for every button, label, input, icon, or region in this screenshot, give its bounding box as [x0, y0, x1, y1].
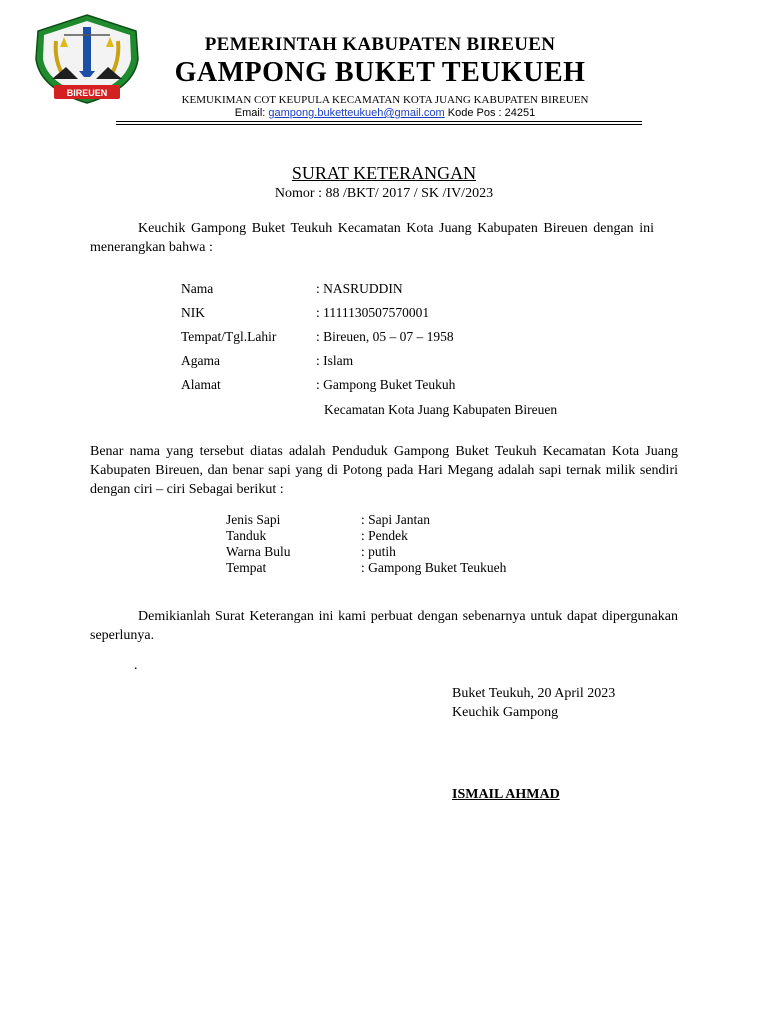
email-label: Email:	[234, 107, 266, 119]
office-address: KEMUKIMAN COT KEUPULA KECAMATAN KOTA JUANG KABUPATEN BIREUEN	[181, 94, 589, 106]
person-value: : Islam	[316, 353, 354, 368]
address-continuation: Kecamatan Kota Juang Kabupaten Bireuen	[324, 402, 558, 417]
person-label: Alamat	[181, 377, 221, 392]
regency-emblem-logo	[34, 13, 140, 105]
person-value: : Bireuen, 05 – 07 – 1958	[316, 329, 454, 344]
cattle-value: : Sapi Jantan	[361, 512, 430, 527]
stray-dot: .	[134, 658, 138, 673]
letter-title	[0, 163, 768, 184]
cattle-value: : Pendek	[361, 528, 408, 543]
postal-code: Kode Pos : 24251	[447, 107, 536, 119]
person-label: Agama	[181, 353, 220, 368]
cattle-label: Warna Bulu	[226, 544, 291, 559]
person-label: NIK	[181, 305, 205, 320]
statement-paragraph: Benar nama yang tersebut diatas adalah Penduduk Gampong Buket Teukuh Kecamatan Kota Juang Kabupaten Bireuen, dan benar sapi yang di Potong pada Hari Megang adalah sapi ternak milik sendiri dengan ciri – ciri Sebagai berikut :	[90, 444, 678, 497]
closing-paragraph: Demikianlah Surat Keterangan ini kami perbuat dengan sebenarnya untuk dapat dipergunakan seperlunya.	[90, 609, 678, 643]
intro-paragraph: Keuchik Gampong Buket Teukuh Kecamatan Kota Juang Kabupaten Bireuen dengan ini menerangkan bahwa :	[90, 221, 654, 255]
person-value: : NASRUDDIN	[316, 281, 403, 296]
cattle-label: Tanduk	[226, 528, 267, 543]
letter-number: Nomor : 88 /BKT/ 2017 / SK /IV/2023	[274, 186, 494, 201]
person-label: Nama	[181, 281, 214, 296]
government-heading: PEMERINTAH KABUPATEN BIREUEN	[204, 34, 556, 55]
signer-name: ISMAIL AHMAD	[452, 787, 560, 802]
cattle-value: : Gampong Buket Teukueh	[361, 560, 507, 575]
cattle-label: Tempat	[226, 560, 267, 575]
cattle-value: : putih	[361, 544, 396, 559]
signer-position: Keuchik Gampong	[452, 705, 559, 720]
header-rule-bottom	[116, 124, 642, 125]
place-date: Buket Teukuh, 20 April 2023	[452, 686, 616, 701]
person-value: : 1111130507570001	[316, 305, 430, 320]
person-label: Tempat/Tgl.Lahir	[181, 329, 277, 344]
header-rule-top	[116, 121, 642, 122]
logo-text: BIREUEN	[66, 88, 108, 98]
letter-title-text: SURAT KETERANGAN	[291, 163, 477, 183]
contact-line	[140, 107, 630, 119]
email-link[interactable]: gampong.buketteukueh@gmail.com	[268, 107, 445, 119]
cattle-label: Jenis Sapi	[226, 512, 281, 527]
village-heading: GAMPONG BUKET TEUKUEH	[174, 57, 586, 88]
person-value: : Gampong Buket Teukuh	[316, 377, 456, 392]
